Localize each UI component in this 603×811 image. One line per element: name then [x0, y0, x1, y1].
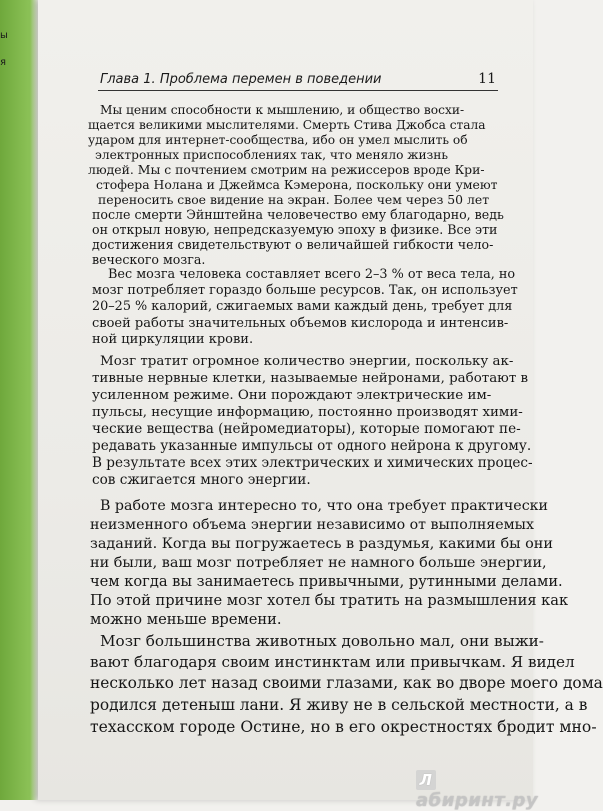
text-line: В результате всех этих электрических и химических процес- — [92, 455, 533, 471]
text-line: 20–25 % калорий, сжигаемых вами каждый день, требует для — [92, 299, 513, 314]
text-line: несколько лет назад своими глазами, как во дворе моего дома — [90, 674, 603, 692]
text-line: людей. Мы с почтением смотрим на режиссеров вроде Кри- — [88, 162, 485, 177]
chapter-title: Глава 1. Проблема перемен в поведении — [100, 72, 382, 87]
text-line: он открыл новую, непредсказуемую эпоху в физике. Все эти — [92, 222, 498, 237]
text-line: тивные нервные клетки, называемые нейронами, работают в — [92, 371, 529, 386]
running-header — [98, 70, 498, 91]
text-line: родился детеныш лани. Я живу не в сельской местности, а в — [90, 696, 588, 714]
text-line: чем когда вы занимаетесь привычными, рутинными делами. — [90, 573, 563, 590]
text-line: ни были, ваш мозг потребляет не намного больше энергии, — [90, 555, 547, 571]
text-line: Вес мозга человека составляет всего 2–3 % от веса тела, но — [108, 267, 516, 282]
labirint-logo-badge: Л — [416, 770, 436, 790]
text-line: ударом для интернет-сообщества, ибо он умел мыслить об — [88, 133, 468, 147]
text-line: переносить свое видение на экран. Более чем через 50 лет — [98, 192, 490, 207]
text-line: мозг потребляет гораздо больше ресурсов. Так, он использует — [92, 283, 518, 298]
text-line: своей работы значительных объемов кислорода и интенсив- — [92, 316, 509, 331]
text-line: Мозг большинства животных довольно мал, они выжи- — [100, 632, 544, 650]
text-line: веческого мозга. — [92, 252, 206, 267]
text-line: заданий. Когда вы погружаетесь в раздумья, какими бы они — [90, 536, 553, 552]
text-line: вают благодаря своим инстинктам или привычкам. Я видел — [90, 653, 575, 671]
text-line: можно меньше времени. — [90, 611, 282, 628]
watermark-text: абиринт.ру — [416, 790, 539, 811]
watermark — [416, 766, 538, 811]
text-line: техасском городе Остине, но в его окрестностях бродит мно- — [90, 718, 597, 736]
text-line: В работе мозга интересно то, что она требует практически — [100, 498, 548, 514]
text-line: стофера Нолана и Джеймса Кэмерона, поскольку они умеют — [96, 177, 498, 192]
text-line: сов сжигается много энергии. — [92, 472, 311, 488]
text-line: пульсы, несущие информацию, постоянно производят хими- — [92, 405, 523, 420]
text-line: неизменного объема энергии независимо от выполняемых — [90, 517, 534, 533]
text-line: после смерти Эйнштейна человечество ему благодарно, ведь — [92, 207, 504, 222]
text-line: щается великими мыслителями. Смерть Стива Джобса стала — [88, 118, 486, 132]
left-page-edge — [0, 0, 40, 800]
text-line: ной циркуляции крови. — [92, 332, 254, 347]
text-line: Мозг тратит огромное количество энергии, поскольку ак- — [100, 354, 514, 369]
text-line: По этой причине мозг хотел бы тратить на размышления как — [90, 592, 569, 609]
text-line: усиленном режиме. Они порождают электрические им- — [92, 388, 492, 403]
left-fragment-line: ы — [0, 30, 8, 41]
left-fragment-line: я — [0, 57, 7, 68]
left-page-fragment — [0, 28, 20, 70]
text-line: Мы ценим способности к мышлению, и общество восхи- — [100, 103, 465, 117]
text-line: редавать указанные импульсы от одного нейрона к другому. — [92, 438, 532, 454]
page-number: 11 — [478, 71, 496, 87]
book-page — [38, 0, 603, 811]
text-line: электронных приспособлениях так, что меняло жизнь — [95, 148, 449, 162]
text-line: ческие вещества (нейромедиаторы), которые помогают пе- — [92, 421, 521, 437]
text-line: достижения свидетельствуют о величайшей гибкости чело- — [92, 237, 494, 252]
